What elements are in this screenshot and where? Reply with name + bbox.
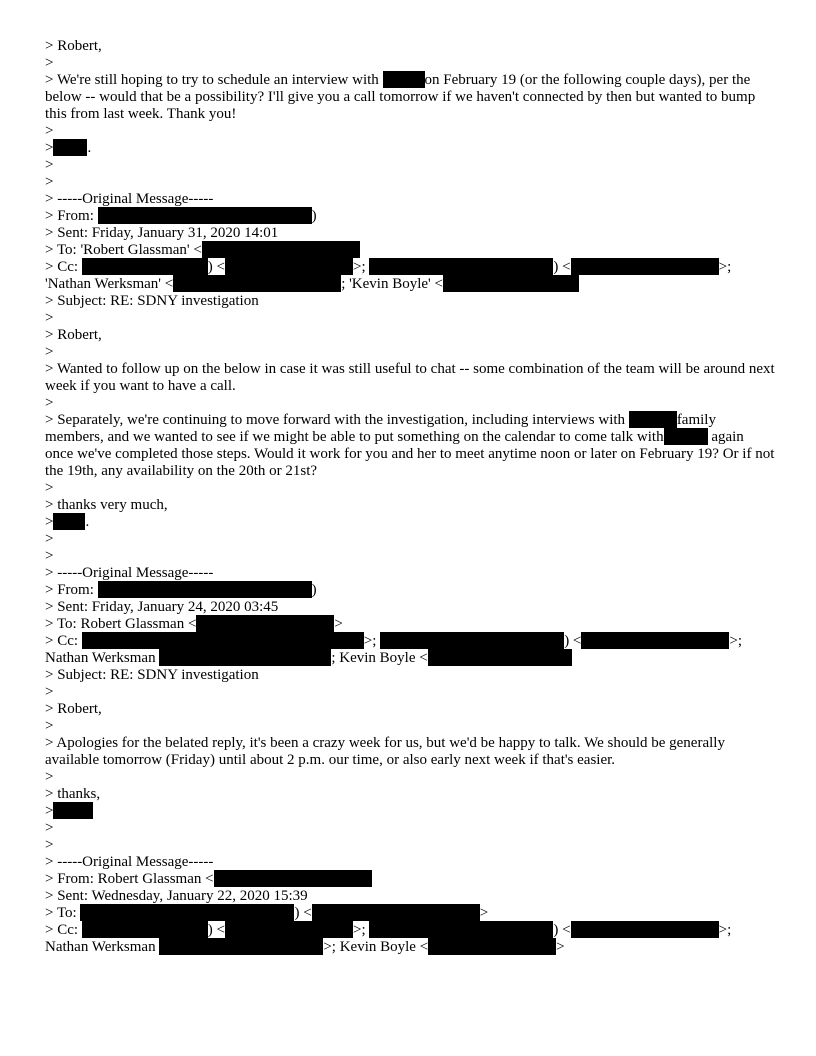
address-sep: ) < xyxy=(564,633,582,649)
paren: ) xyxy=(311,208,317,224)
redaction-block xyxy=(202,241,360,258)
cc-line-2 xyxy=(45,650,775,667)
redaction-block xyxy=(159,649,331,666)
redaction-block xyxy=(428,938,556,955)
from-line xyxy=(45,871,775,888)
redaction-block xyxy=(53,139,87,156)
from-label: > From: xyxy=(45,208,94,224)
redaction-block xyxy=(629,411,677,428)
redaction-block xyxy=(53,513,85,530)
quote-marker: > xyxy=(45,344,54,360)
address-sep: >; xyxy=(729,633,743,649)
redaction-block xyxy=(571,258,719,275)
cc-line xyxy=(45,259,775,276)
quote-marker: > xyxy=(45,531,54,547)
to-label: > To: 'Robert Glassman' < xyxy=(45,242,202,258)
address-sep: > xyxy=(479,905,489,921)
cc-name: Nathan Werksman xyxy=(45,939,156,955)
redaction-block xyxy=(428,649,572,666)
redaction-block xyxy=(225,258,353,275)
address-sep: >; xyxy=(353,922,366,938)
sent-line: > Sent: Wednesday, January 22, 2020 15:39 xyxy=(45,888,308,904)
from-line xyxy=(45,582,775,599)
quote-marker: > xyxy=(45,548,54,564)
redaction-block xyxy=(225,921,353,938)
cc-name: Nathan Werksman xyxy=(45,650,156,666)
redaction-block xyxy=(369,921,553,938)
closing: > thanks very much, xyxy=(45,497,168,513)
quote-marker: > xyxy=(45,123,54,139)
quote-marker: > xyxy=(45,174,54,190)
redaction-block xyxy=(443,275,579,292)
signature-line xyxy=(45,140,775,157)
body-text: again once we've completed those steps. Would it work for you and her to meet anytime noon or later on February 19? Or if not the 19th, any availability on the 20th or 21st? xyxy=(45,429,775,479)
paren: ) xyxy=(311,582,317,598)
message-body xyxy=(45,412,775,480)
cc-name: ; 'Kevin Boyle' < xyxy=(341,276,443,292)
quote-marker: > xyxy=(45,310,54,326)
original-message-divider: > -----Original Message----- xyxy=(45,854,214,870)
redaction-block xyxy=(80,904,294,921)
sent-line: > Sent: Friday, January 31, 2020 14:01 xyxy=(45,225,279,241)
quote-marker: > xyxy=(45,820,54,836)
quote-marker: > xyxy=(45,514,54,530)
cc-name: >; Kevin Boyle < xyxy=(323,939,429,955)
email-thread xyxy=(45,38,775,956)
redaction-block xyxy=(214,870,372,887)
from-label: > From: Robert Glassman < xyxy=(45,871,214,887)
to-label: > To: Robert Glassman < xyxy=(45,616,197,632)
cc-line xyxy=(45,633,775,650)
redaction-block xyxy=(98,581,312,598)
quote-marker: > xyxy=(45,718,54,734)
address-sep: ) < xyxy=(553,922,571,938)
body-text: > Separately, we're continuing to move forward with the investigation, including interviews with xyxy=(45,412,626,428)
address-sep: >; xyxy=(718,259,732,275)
sent-line: > Sent: Friday, January 24, 2020 03:45 xyxy=(45,599,279,615)
redaction-block xyxy=(82,632,364,649)
address-sep: ) < xyxy=(294,905,312,921)
message-body: > Wanted to follow up on the below in case it was still useful to chat -- some combination of the team will be around next week if you want to have a call. xyxy=(45,361,775,394)
message-body: > Apologies for the belated reply, it's been a crazy week for us, but we'd be happy to talk. We should be generally available tomorrow (Friday) until about 2 p.m. our time, or also early next week if that's easier. xyxy=(45,735,725,768)
redaction-block xyxy=(383,71,425,88)
body-text: family members, and we wanted to see if we might be able to put something on the calendar to come talk with xyxy=(45,412,716,445)
address-sep: >; xyxy=(718,922,732,938)
closing: > thanks, xyxy=(45,786,101,802)
message-body xyxy=(45,72,775,123)
quote-marker: > xyxy=(45,769,54,785)
redaction-block xyxy=(173,275,341,292)
redaction-block xyxy=(369,258,553,275)
body-text: > We're still hoping to try to schedule an interview with xyxy=(45,72,379,88)
greeting: > Robert, xyxy=(45,327,102,343)
from-label: > From: xyxy=(45,582,94,598)
quote-marker: > xyxy=(45,395,54,411)
address-sep: >; xyxy=(363,633,377,649)
cc-line-2 xyxy=(45,276,775,293)
quote-marker: > xyxy=(45,55,54,71)
redaction-block xyxy=(53,802,93,819)
redaction-block xyxy=(380,632,564,649)
cc-name: ; Kevin Boyle < xyxy=(331,650,428,666)
quote-marker: > xyxy=(45,684,54,700)
quote-marker: > xyxy=(45,480,54,496)
to-line xyxy=(45,242,775,259)
quote-marker: > xyxy=(45,157,54,173)
to-label: > To: xyxy=(45,905,77,921)
signature-line xyxy=(45,803,775,820)
cc-line-2 xyxy=(45,939,775,956)
address-sep: >; xyxy=(353,259,366,275)
redaction-block xyxy=(312,904,480,921)
quote-marker: > xyxy=(45,140,54,156)
address-sep: > xyxy=(556,939,565,955)
redaction-block xyxy=(571,921,719,938)
from-line xyxy=(45,208,775,225)
redaction-block xyxy=(82,258,208,275)
subject-line: > Subject: RE: SDNY investigation xyxy=(45,293,259,309)
cc-label: > Cc: xyxy=(45,633,79,649)
quote-marker: > xyxy=(45,837,54,853)
redaction-block xyxy=(82,921,208,938)
redaction-block xyxy=(98,207,312,224)
address-sep: ) < xyxy=(207,922,226,938)
signature-line xyxy=(45,514,775,531)
address-sep: ) < xyxy=(553,259,571,275)
cc-label: > Cc: xyxy=(45,259,79,275)
to-line xyxy=(45,616,775,633)
address-sep: ) < xyxy=(207,259,226,275)
address-sep: > xyxy=(334,616,343,632)
greeting: > Robert, xyxy=(45,701,102,717)
original-message-divider: > -----Original Message----- xyxy=(45,565,214,581)
quote-marker: > xyxy=(45,803,54,819)
subject-line: > Subject: RE: SDNY investigation xyxy=(45,667,259,683)
original-message-divider: > -----Original Message----- xyxy=(45,191,214,207)
cc-label: > Cc: xyxy=(45,922,79,938)
to-line xyxy=(45,905,775,922)
period: . xyxy=(87,140,92,156)
cc-line xyxy=(45,922,775,939)
redaction-block xyxy=(196,615,334,632)
redaction-block xyxy=(581,632,729,649)
body-text: on February 19 (or the following couple days), per the below -- would that be a possibility? I'll give you a call tomorrow if we haven't connected by then but wanted to bump this from last week. Thank you! xyxy=(45,72,756,122)
redaction-block xyxy=(159,938,323,955)
redaction-block xyxy=(664,428,708,445)
period: . xyxy=(85,514,90,530)
greeting: > Robert, xyxy=(45,38,102,54)
cc-name: 'Nathan Werksman' < xyxy=(45,276,174,292)
